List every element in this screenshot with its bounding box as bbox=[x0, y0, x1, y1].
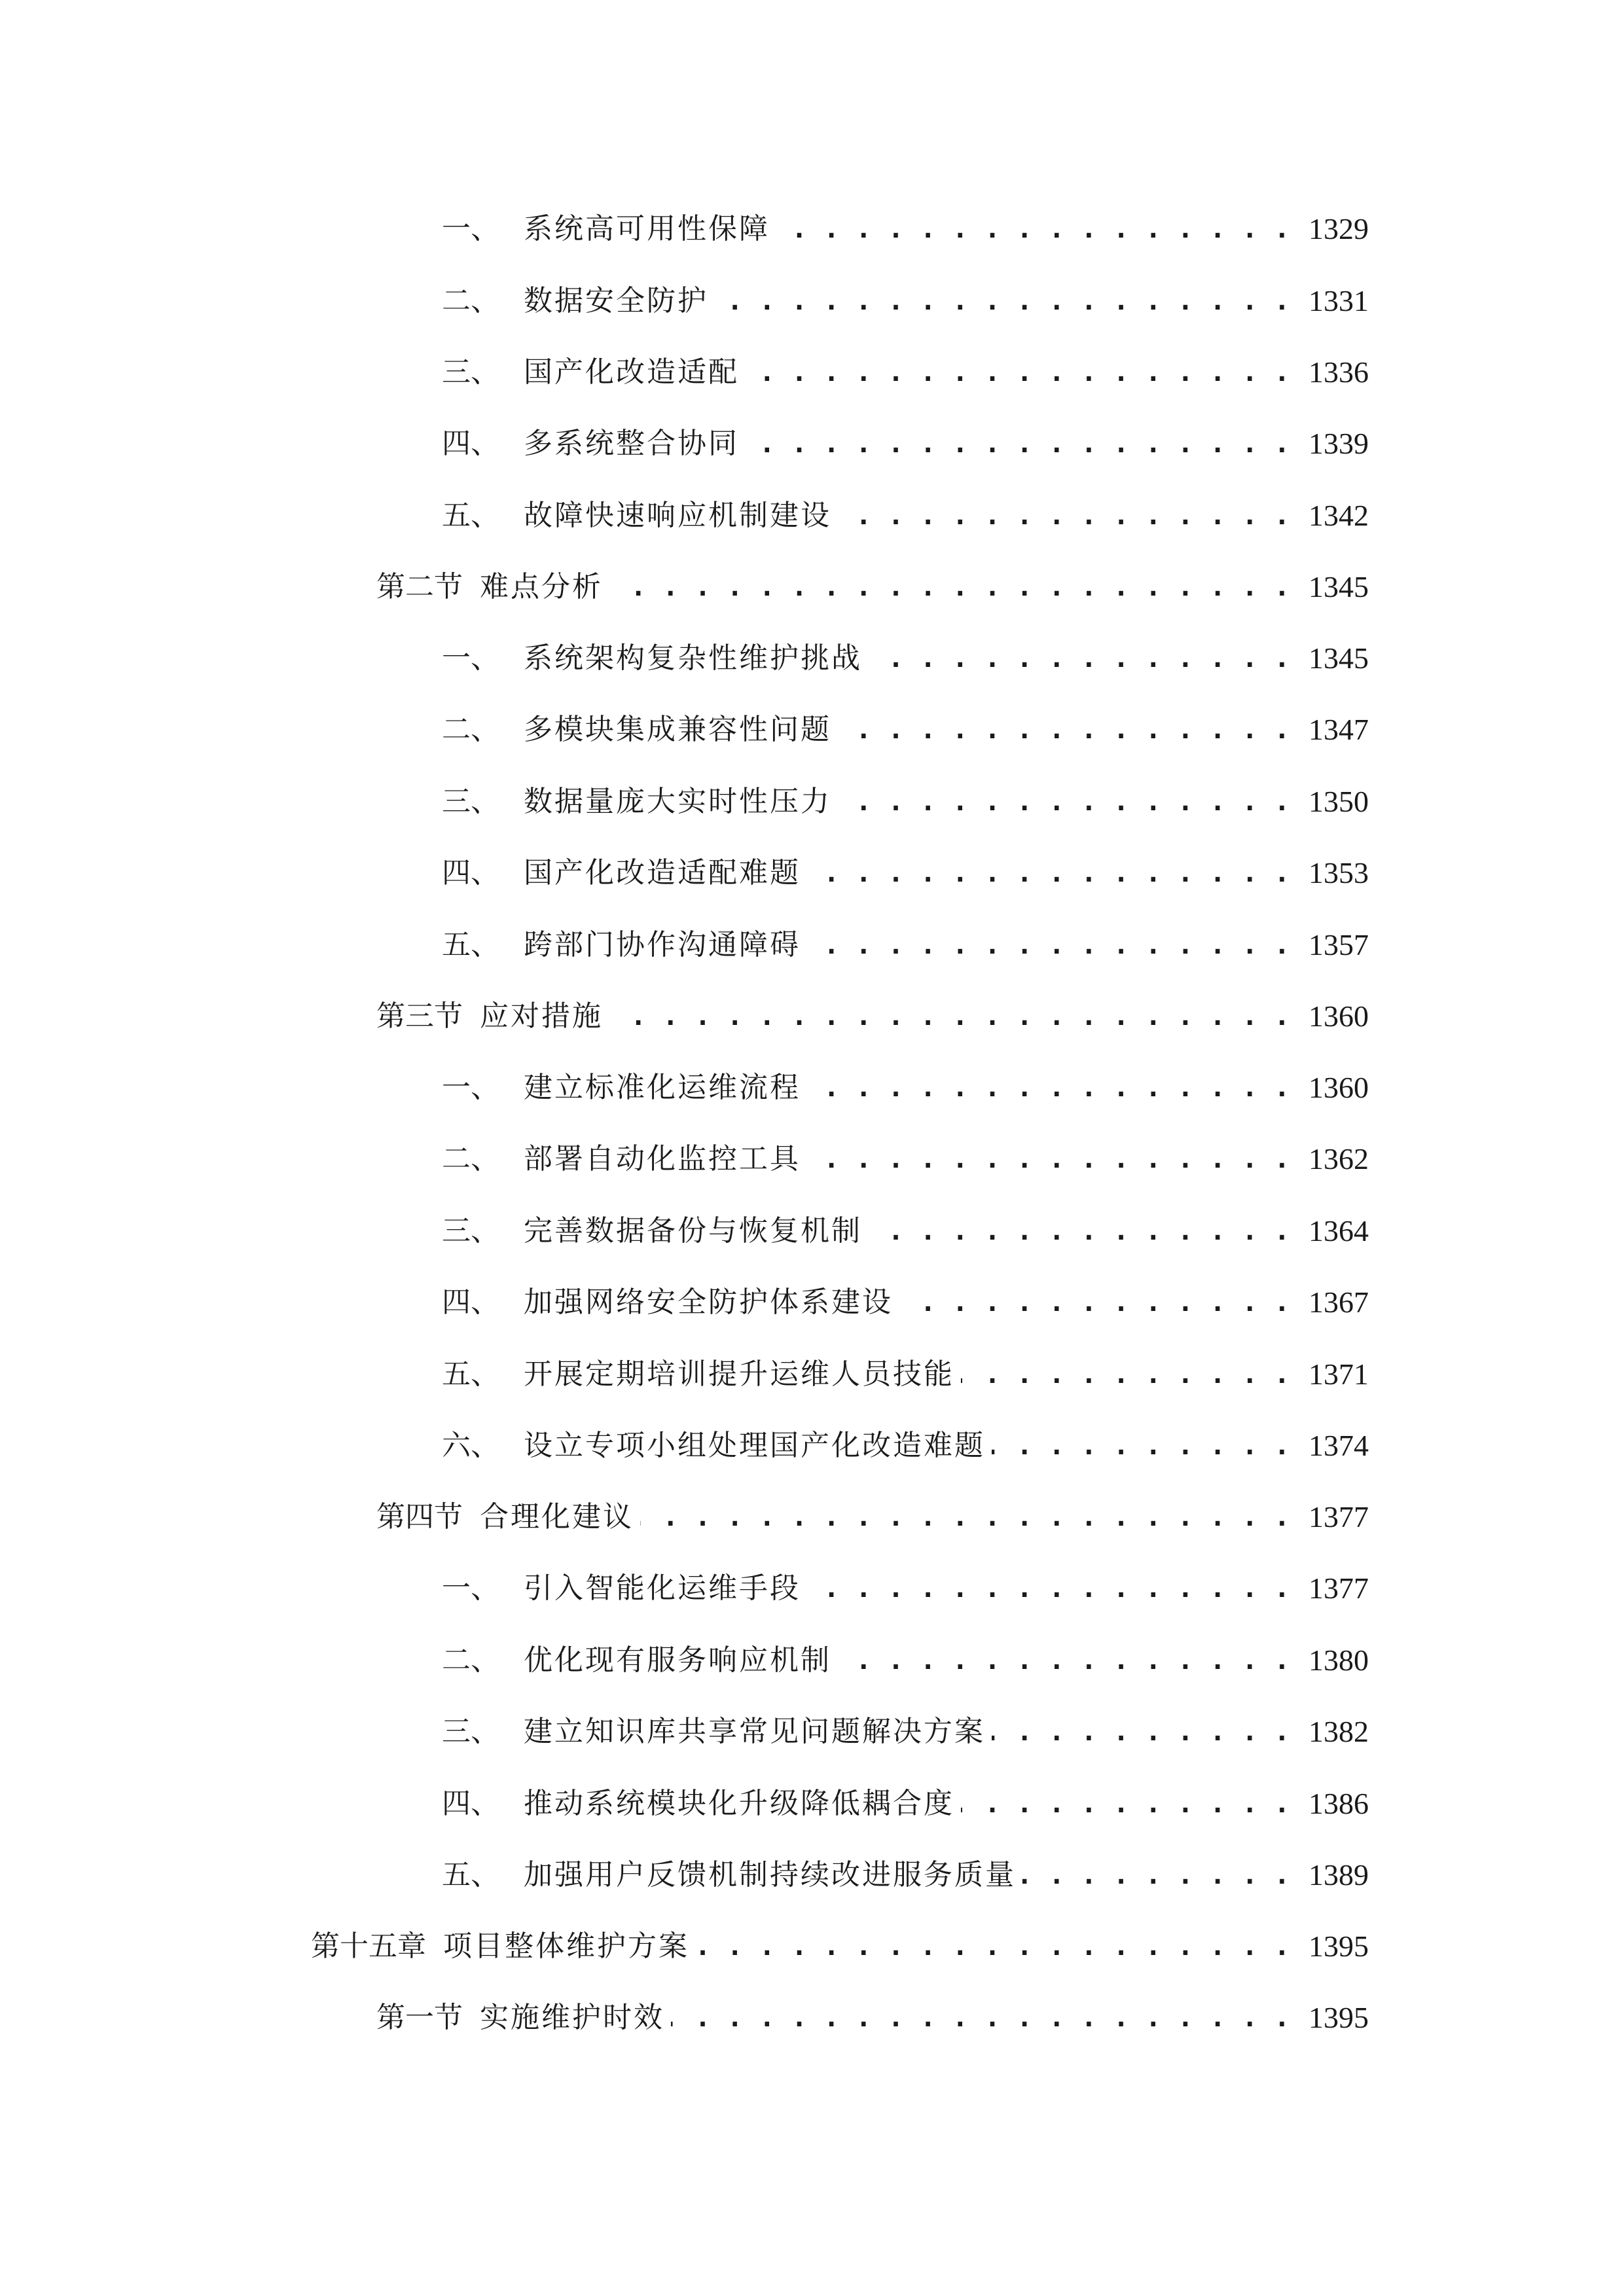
entry-number: 五、 bbox=[442, 928, 499, 961]
entry-number: 第一节 bbox=[376, 2001, 463, 2034]
entry-page-number: 1382 bbox=[1308, 1715, 1369, 1748]
entry-page-number: 1377 bbox=[1308, 1500, 1369, 1534]
toc-entry[interactable] bbox=[0, 203, 1369, 255]
entry-page-number: 1377 bbox=[1308, 1571, 1369, 1605]
entry-title: 多系统整合协同 bbox=[524, 427, 739, 460]
entry-title: 开展定期培训提升运维人员技能 bbox=[524, 1357, 954, 1391]
entry-number: 六、 bbox=[442, 1429, 499, 1462]
entry-title: 多模块集成兼容性问题 bbox=[524, 713, 831, 746]
toc-entry[interactable] bbox=[0, 704, 1369, 756]
toc-entry[interactable] bbox=[0, 418, 1369, 470]
dot-leader bbox=[992, 1420, 1290, 1472]
toc-entry[interactable] bbox=[0, 776, 1369, 828]
entry-title: 完善数据备份与恢复机制 bbox=[524, 1214, 862, 1247]
entry-page-number: 1331 bbox=[1308, 284, 1369, 317]
entry-number: 第十五章 bbox=[311, 1929, 426, 1963]
entry-title: 建立知识库共享常见问题解决方案 bbox=[524, 1715, 985, 1748]
entry-number: 三、 bbox=[442, 355, 499, 389]
dot-leader bbox=[609, 561, 1290, 613]
toc-entry[interactable] bbox=[0, 561, 1369, 613]
entry-number: 第三节 bbox=[376, 999, 463, 1033]
entry-number: 二、 bbox=[442, 284, 499, 317]
entry-number: 三、 bbox=[442, 1214, 499, 1247]
entry-title: 加强用户反馈机制持续改进服务质量 bbox=[524, 1858, 1016, 1892]
entry-number: 五、 bbox=[442, 499, 499, 532]
dot-leader bbox=[640, 1491, 1290, 1543]
entry-number: 二、 bbox=[442, 1142, 499, 1175]
toc-entry[interactable] bbox=[0, 1276, 1369, 1329]
entry-page-number: 1347 bbox=[1308, 713, 1369, 746]
entry-page-number: 1386 bbox=[1308, 1787, 1369, 1820]
dot-leader bbox=[807, 847, 1290, 899]
entry-number: 一、 bbox=[442, 1071, 499, 1104]
entry-number: 五、 bbox=[442, 1357, 499, 1391]
entry-page-number: 1345 bbox=[1308, 570, 1369, 603]
dot-leader bbox=[838, 776, 1290, 828]
entry-number: 第二节 bbox=[376, 570, 463, 603]
dot-leader bbox=[838, 704, 1290, 756]
dot-leader bbox=[899, 1276, 1290, 1329]
entry-number: 四、 bbox=[442, 427, 499, 460]
dot-leader bbox=[961, 1778, 1290, 1830]
entry-page-number: 1345 bbox=[1308, 641, 1369, 675]
entry-number: 一、 bbox=[442, 212, 499, 245]
entry-page-number: 1342 bbox=[1308, 499, 1369, 532]
dot-leader bbox=[869, 1205, 1290, 1257]
dot-leader bbox=[609, 990, 1290, 1043]
dot-leader bbox=[696, 1920, 1290, 1973]
entry-title: 优化现有服务响应机制 bbox=[524, 1643, 831, 1677]
entry-title: 国产化改造适配 bbox=[524, 355, 739, 389]
dot-leader bbox=[807, 1062, 1290, 1114]
toc-entry[interactable] bbox=[0, 632, 1369, 685]
entry-page-number: 1362 bbox=[1308, 1142, 1369, 1175]
toc-entry[interactable] bbox=[0, 1062, 1369, 1114]
entry-number: 一、 bbox=[442, 1571, 499, 1605]
entry-number: 第四节 bbox=[376, 1500, 463, 1534]
dot-leader bbox=[746, 418, 1290, 470]
toc-entry[interactable] bbox=[0, 990, 1369, 1043]
dot-leader bbox=[838, 490, 1290, 542]
toc-entry[interactable] bbox=[0, 1133, 1369, 1185]
toc-entry[interactable] bbox=[0, 275, 1369, 327]
entry-title: 实施维护时效 bbox=[480, 2001, 664, 2034]
entry-page-number: 1395 bbox=[1308, 1929, 1369, 1963]
entry-page-number: 1389 bbox=[1308, 1858, 1369, 1892]
entry-page-number: 1329 bbox=[1308, 212, 1369, 245]
entry-title: 难点分析 bbox=[480, 570, 603, 603]
toc-entry[interactable] bbox=[0, 1992, 1369, 2044]
entry-title: 加强网络安全防护体系建设 bbox=[524, 1285, 893, 1319]
entry-number: 三、 bbox=[442, 785, 499, 818]
entry-title: 合理化建议 bbox=[480, 1500, 634, 1534]
toc-entry[interactable] bbox=[0, 1778, 1369, 1830]
entry-number: 二、 bbox=[442, 713, 499, 746]
entry-title: 建立标准化运维流程 bbox=[524, 1071, 801, 1104]
entry-number: 一、 bbox=[442, 641, 499, 675]
entry-title: 引入智能化运维手段 bbox=[524, 1571, 801, 1605]
toc-entry[interactable] bbox=[0, 1706, 1369, 1758]
entry-title: 系统架构复杂性维护挑战 bbox=[524, 641, 862, 675]
toc-entry[interactable] bbox=[0, 1205, 1369, 1257]
toc-entry[interactable] bbox=[0, 847, 1369, 899]
entry-number: 四、 bbox=[442, 856, 499, 889]
toc-entry[interactable] bbox=[0, 346, 1369, 399]
dot-leader bbox=[838, 1634, 1290, 1687]
dot-leader bbox=[992, 1706, 1290, 1758]
entry-page-number: 1364 bbox=[1308, 1214, 1369, 1247]
entry-page-number: 1374 bbox=[1308, 1429, 1369, 1462]
entry-title: 项目整体维护方案 bbox=[443, 1929, 689, 1963]
dot-leader bbox=[746, 346, 1290, 399]
toc-entry[interactable] bbox=[0, 490, 1369, 542]
entry-page-number: 1360 bbox=[1308, 1071, 1369, 1104]
entry-number: 二、 bbox=[442, 1643, 499, 1677]
entry-page-number: 1371 bbox=[1308, 1357, 1369, 1391]
toc-entry[interactable] bbox=[0, 1348, 1369, 1401]
entry-title: 设立专项小组处理国产化改造难题 bbox=[524, 1429, 985, 1462]
entry-page-number: 1367 bbox=[1308, 1285, 1369, 1319]
dot-leader bbox=[1022, 1849, 1290, 1901]
dot-leader bbox=[869, 632, 1290, 685]
dot-leader bbox=[715, 275, 1290, 327]
toc-entry[interactable] bbox=[0, 1420, 1369, 1472]
toc-entry[interactable] bbox=[0, 1920, 1369, 1973]
entry-title: 部署自动化监控工具 bbox=[524, 1142, 801, 1175]
entry-page-number: 1353 bbox=[1308, 856, 1369, 889]
dot-leader bbox=[807, 1562, 1290, 1615]
entry-page-number: 1339 bbox=[1308, 427, 1369, 460]
entry-number: 四、 bbox=[442, 1787, 499, 1820]
entry-page-number: 1336 bbox=[1308, 355, 1369, 389]
toc-entry[interactable] bbox=[0, 919, 1369, 971]
entry-page-number: 1350 bbox=[1308, 785, 1369, 818]
toc-entry[interactable] bbox=[0, 1849, 1369, 1901]
entry-title: 推动系统模块化升级降低耦合度 bbox=[524, 1787, 954, 1820]
entry-page-number: 1360 bbox=[1308, 999, 1369, 1033]
toc-entry[interactable] bbox=[0, 1562, 1369, 1615]
entry-number: 三、 bbox=[442, 1715, 499, 1748]
entry-title: 系统高可用性保障 bbox=[524, 212, 770, 245]
toc-entry[interactable] bbox=[0, 1634, 1369, 1687]
entry-title: 跨部门协作沟通障碍 bbox=[524, 928, 801, 961]
dot-leader bbox=[776, 203, 1290, 255]
dot-leader bbox=[807, 919, 1290, 971]
entry-title: 故障快速响应机制建设 bbox=[524, 499, 831, 532]
entry-title: 数据量庞大实时性压力 bbox=[524, 785, 831, 818]
entry-number: 五、 bbox=[442, 1858, 499, 1892]
entry-page-number: 1395 bbox=[1308, 2001, 1369, 2034]
entry-title: 国产化改造适配难题 bbox=[524, 856, 801, 889]
toc-entry[interactable] bbox=[0, 1491, 1369, 1543]
entry-page-number: 1380 bbox=[1308, 1643, 1369, 1677]
entry-number: 四、 bbox=[442, 1285, 499, 1319]
dot-leader bbox=[961, 1348, 1290, 1401]
dot-leader bbox=[807, 1133, 1290, 1185]
entry-title: 数据安全防护 bbox=[524, 284, 708, 317]
entry-page-number: 1357 bbox=[1308, 928, 1369, 961]
dot-leader bbox=[671, 1992, 1290, 2044]
entry-title: 应对措施 bbox=[480, 999, 603, 1033]
